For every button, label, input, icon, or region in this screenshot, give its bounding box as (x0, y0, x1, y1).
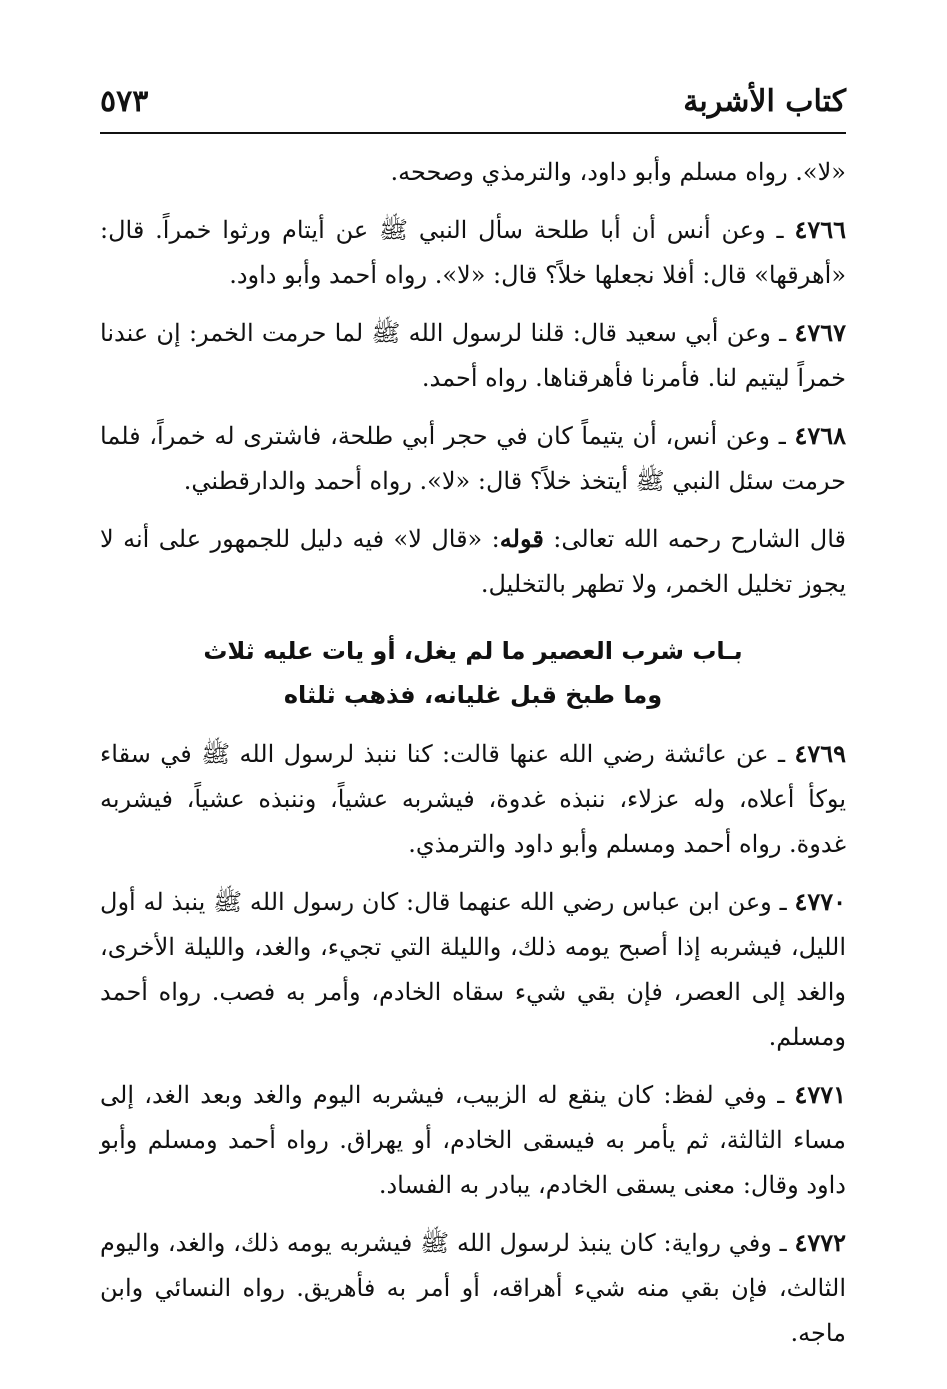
hadith-text: ـ وعن أنس، أن يتيماً كان في حجر أبي طلحة، فاشترى له خمراً، فلما حرمت سئل النبي ﷺ أيتخذ خلاً؟ قال: «لا». رواه أحمد والدارقطني. (100, 422, 846, 495)
chapter-heading (100, 629, 846, 717)
hadith-number: ٤٧٦٨ (794, 421, 846, 450)
hadith-text: ـ وفي لفظ: كان ينقع له الزبيب، فيشربه اليوم والغد وبعد الغد، إلى مساء الثالثة، ثم يأمر به فيسقى الخادم، أو يهراق. رواه أحمد ومسلم وأبو داود وقال: معنى يسقى الخادم، يبادر به الفساد. (100, 1081, 846, 1199)
hadith-text: ـ وعن ابن عباس رضي الله عنهما قال: كان رسول الله ﷺ ينبذ له أول الليل، فيشربه إذا أصبح يومه ذلك، والليلة التي تجيء، والغد، والليلة الأخرى، والغد إلى العصر، فإن بقي شيء سقاه الخادم، وأمر به فصب. رواه أحمد ومسلم. (100, 888, 846, 1051)
hadith-text: ـ وفي رواية: كان ينبذ لرسول الله ﷺ فيشربه يومه ذلك، والغد، واليوم الثالث، فإن بقي منه شيء أهراقه، أو أمر به فأهريق. رواه النسائي وابن ماجه. (100, 1229, 846, 1347)
header-rule (100, 132, 846, 134)
page-body (100, 150, 846, 1368)
hadith-number: ٤٧٦٧ (794, 318, 846, 347)
hadith-number: ٤٧٧٢ (794, 1228, 846, 1257)
chapter-heading-line-2: وما طبخ قبل غليانه، فذهب ثلثاه (283, 681, 663, 709)
hadith-number: ٤٧٦٩ (794, 739, 846, 768)
commentary: قال الشارح رحمه الله تعالى: قوله: «قال لا» فيه دليل للجمهور على أنه لا يجوز تخليل الخمر، ولا تطهر بالتخليل. (100, 524, 846, 598)
paragraph-continuation: «لا». رواه مسلم وأبو داود، والترمذي وصححه. (390, 158, 846, 186)
chapter-heading-line-1: بـاب شرب العصير ما لم يغل، أو يات عليه ثلاث (203, 637, 743, 665)
book-title: كتاب الأشربة (683, 83, 846, 119)
hadith-number: ٤٧٧١ (794, 1080, 846, 1109)
hadith-text: ـ وعن أبي سعيد قال: قلنا لرسول الله ﷺ لما حرمت الخمر: إن عندنا خمراً ليتيم لنا. فأمرنا فأهرقناها. رواه أحمد. (100, 319, 846, 392)
hadith-number: ٤٧٦٦ (794, 215, 846, 244)
hadith-number: ٤٧٧٠ (794, 887, 847, 916)
hadith-4768 (100, 413, 846, 504)
hadith-4766 (100, 207, 846, 298)
page-number: ٥٧٣ (100, 83, 149, 119)
hadith-4767 (100, 310, 846, 401)
hadith-4772 (100, 1220, 846, 1356)
hadith-4771 (100, 1072, 846, 1208)
hadith-4769 (100, 731, 846, 867)
hadith-text: ـ وعن أنس أن أبا طلحة سأل النبي ﷺ عن أيتام ورثوا خمراً. قال: «أهرقها» قال: أفلا نجعلها خلاً؟ قال: «لا». رواه أحمد وأبو داود. (100, 216, 846, 289)
hadith-text: ـ عن عائشة رضي الله عنها قالت: كنا ننبذ لرسول الله ﷺ في سقاء يوكأ أعلاه، وله عزلاء، ننبذه غدوة، فيشربه عشياً، وننبذه عشياً، فيشربه غدوة. رواه أحمد ومسلم وأبو داود والترمذي. (100, 740, 846, 858)
page-header (100, 78, 846, 124)
hadith-4770 (100, 879, 846, 1060)
